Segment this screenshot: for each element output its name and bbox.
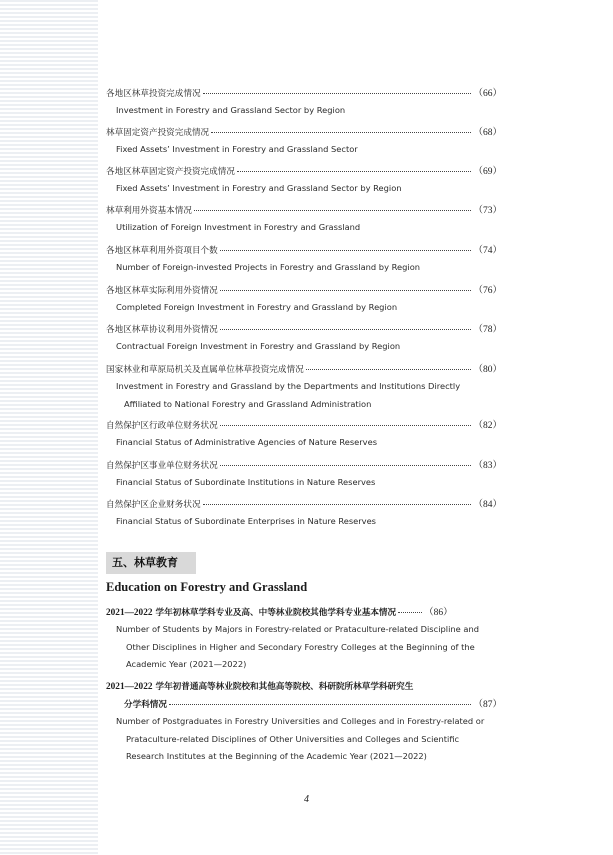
entry-title-en: Contractual Foreign Investment in Forestry and Grassland by Region <box>116 341 401 351</box>
page-ref: （78） <box>473 325 502 335</box>
toc-entry[interactable] <box>106 679 502 766</box>
entry-title-zh <box>106 679 413 695</box>
leader-dots <box>220 417 472 426</box>
entry-title-en: Investment in Forestry and Grassland by the Departments and Institutions Directly <box>116 381 461 391</box>
leader-dots <box>398 604 422 613</box>
entry-title-en: Number of Postgraduates in Forestry Universities and Colleges and in Forestry-related or <box>116 716 485 726</box>
entry-title-zh-continued: 分学科情况 <box>124 700 167 710</box>
entry-title-zh: 林草利用外资基本情况 <box>106 206 192 216</box>
toc-entry[interactable] <box>106 243 502 277</box>
leader-dots <box>203 85 472 94</box>
page-ref: （80） <box>473 365 502 375</box>
page-ref: （76） <box>473 286 502 296</box>
page-ref: （83） <box>473 461 502 471</box>
entry-title-zh <box>106 605 396 621</box>
entry-title-en: Financial Status of Subordinate Institutions in Nature Reserves <box>116 477 376 487</box>
entry-title-en-continued: Other Disciplines in Higher and Secondary Forestry Colleges at the Beginning of the <box>126 641 475 652</box>
entry-title-en: Completed Foreign Investment in Forestry and Grassland by Region <box>116 302 398 312</box>
page-ref: （73） <box>473 206 502 216</box>
page-ref: （87） <box>473 700 502 710</box>
leader-dots <box>211 124 471 133</box>
leader-dots <box>203 496 472 505</box>
entry-title-zh: 国家林业和草原局机关及直属单位林草投资完成情况 <box>106 365 304 375</box>
section-heading-zh: 五、林草教育 <box>106 552 196 574</box>
page-number: 4 <box>304 794 309 805</box>
entry-title-zh: 自然保护区企业财务状况 <box>106 500 201 510</box>
toc-entry[interactable] <box>106 458 502 492</box>
entry-title-en-continued: Affiliated to National Forestry and Grassland Administration <box>124 398 372 409</box>
toc-entry[interactable] <box>106 418 502 452</box>
entry-title-en: Financial Status of Subordinate Enterprises in Nature Reserves <box>116 516 377 526</box>
entry-year: 2021—2022 <box>106 682 153 692</box>
entry-title-zh-text: 学年初林草学科专业及高、中等林业院校其他学科专业基本情况 <box>152 608 397 618</box>
toc-entry[interactable] <box>106 605 502 674</box>
entry-title-en: Investment in Forestry and Grassland Sector by Region <box>116 105 346 115</box>
section-heading-en: Education on Forestry and Grassland <box>106 580 308 594</box>
toc-entry[interactable] <box>106 164 502 198</box>
leader-dots <box>169 696 472 705</box>
entry-title-en: Number of Foreign-invested Projects in Forestry and Grassland by Region <box>116 262 421 272</box>
leader-dots <box>194 202 472 211</box>
leader-dots <box>237 163 472 172</box>
leader-dots <box>220 457 472 466</box>
page-ref: （74） <box>473 246 502 256</box>
toc-entry[interactable] <box>106 203 502 237</box>
entry-title-zh: 各地区林草实际利用外资情况 <box>106 286 218 296</box>
leader-dots <box>306 361 472 370</box>
page-ref: （66） <box>473 89 502 99</box>
entry-title-en: Fixed Assets’ Investment in Forestry and Grassland Sector by Region <box>116 183 402 193</box>
entry-title-en: Number of Students by Majors in Forestry-related or Prataculture-related Discipline and <box>116 624 479 634</box>
leader-dots <box>220 321 472 330</box>
entry-title-en: Financial Status of Administrative Agencies of Nature Reserves <box>116 437 378 447</box>
entry-title-zh: 各地区林草固定资产投资完成情况 <box>106 167 235 177</box>
entry-title-zh-text: 学年初普通高等林业院校和其他高等院校、科研院所林草学科研究生 <box>152 682 414 692</box>
page-ref: （84） <box>473 500 502 510</box>
toc-entry[interactable] <box>106 362 502 413</box>
toc-entry[interactable] <box>106 283 502 317</box>
entry-title-en-continued: Prataculture-related Disciplines of Other Universities and Colleges and Scientific <box>126 733 460 744</box>
toc-entry[interactable] <box>106 322 502 356</box>
toc-entry[interactable] <box>106 86 502 120</box>
entry-title-zh: 自然保护区行政单位财务状况 <box>106 421 218 431</box>
entry-title-en: Utilization of Foreign Investment in Forestry and Grassland <box>116 222 361 232</box>
entry-title-zh: 各地区林草协议利用外资情况 <box>106 325 218 335</box>
entry-title-zh: 各地区林草利用外资项目个数 <box>106 246 218 256</box>
entry-year: 2021—2022 <box>106 608 153 618</box>
entry-title-zh: 林草固定资产投资完成情况 <box>106 128 210 138</box>
entry-title-zh: 各地区林草投资完成情况 <box>106 89 201 99</box>
page-margin-decoration <box>0 0 98 855</box>
page-ref: （82） <box>473 421 502 431</box>
leader-dots <box>220 282 472 291</box>
entry-title-en-continued: Research Institutes at the Beginning of the Academic Year (2021—2022) <box>126 751 427 761</box>
page-ref: （69） <box>473 167 502 177</box>
leader-dots <box>220 242 472 251</box>
toc-entry[interactable] <box>106 125 502 159</box>
entry-title-zh: 自然保护区事业单位财务状况 <box>106 461 218 471</box>
page-ref: （86） <box>424 608 453 618</box>
entry-title-en: Fixed Assets’ Investment in Forestry and Grassland Sector <box>116 144 358 154</box>
toc-entry[interactable] <box>106 497 502 531</box>
page-ref: （68） <box>473 128 502 138</box>
entry-title-en-continued: Academic Year (2021—2022) <box>126 659 247 669</box>
